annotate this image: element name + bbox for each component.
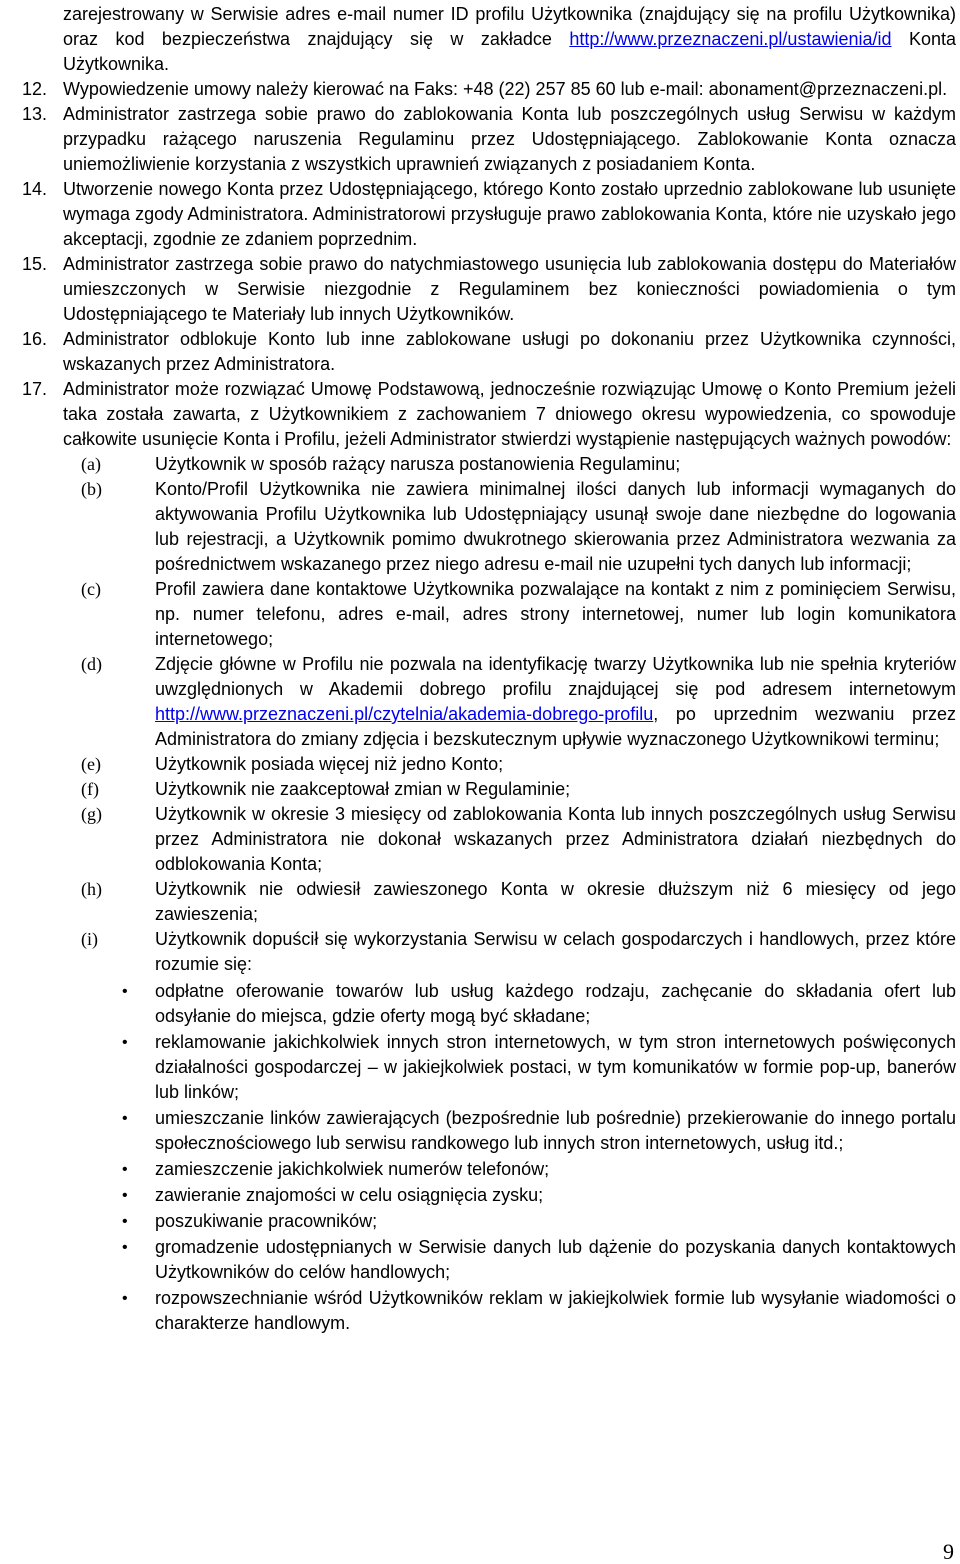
list-letter: (c) [81, 579, 101, 599]
clause-text: Administrator może rozwiązać Umowę Podstawową, jednocześnie rozwiązując Umowę o Konto Premium jeżeli taka została zawarta, z Użytkownikiem z zachowaniem 7 dniowego okresu wypowiedzenia, co spowoduje całkowite usunięcie Konta i Profilu, jeżeli Administrator stwierdzi wystąpienie następujących ważnych powodów: [63, 379, 956, 449]
bullet-icon: • [122, 1161, 128, 1178]
bullet-icon: • [122, 983, 128, 1000]
list-item-h [81, 877, 956, 927]
clause-16 [22, 327, 956, 377]
clause-text: Administrator zastrzega sobie prawo do zablokowania Konta lub poszczególnych usług Serwisu w każdym przypadku rażącego naruszenia Regulaminu przez Udostępniającego. Zablokowanie Konta oznacza uniemożliwienie korzystania z wszystkich uprawnień związanych z posiadaniem Konta. [63, 104, 956, 174]
list-item-c [81, 577, 956, 652]
list-item-text: Użytkownik nie zaakceptował zmian w Regulaminie; [155, 779, 571, 799]
bullet-list [22, 979, 956, 1336]
reasons-list [22, 452, 956, 977]
list-letter: (g) [81, 804, 102, 824]
bullet-text: zawieranie znajomości w celu osiągnięcia zysku; [155, 1185, 544, 1205]
list-letter: (a) [81, 454, 101, 474]
list-letter: (b) [81, 479, 102, 499]
page-number: 9 [943, 1539, 954, 1564]
bullet-item [122, 1209, 956, 1234]
bullet-icon: • [122, 1034, 128, 1051]
clause-number: 12. [22, 79, 48, 99]
clause-15 [22, 252, 956, 327]
bullet-item [122, 1030, 956, 1105]
list-item-g [81, 802, 956, 877]
list-item-text-end: , po uprzednim wezwaniu przez Administratora do zmiany zdjęcia i bezskutecznym upływie wyznaczonego Użytkownikowi terminu; [155, 704, 956, 749]
profile-academy-link[interactable]: http://www.przeznaczeni.pl/czytelnia/akademia-dobrego-profilu [155, 704, 654, 724]
clause-number: 16. [22, 329, 48, 349]
bullet-text: gromadzenie udostępnianych w Serwisie danych lub dążenie do pozyskania danych kontaktowych Użytkowników do celów handlowych; [155, 1237, 956, 1282]
bullet-text: reklamowanie jakichkolwiek innych stron internetowych, w tym stron internetowych poświęconych działalności gospodarczej – w jakiejkolwiek postaci, w tym komunikatów w formie pop-up, banerów lub linków; [155, 1032, 956, 1102]
bullet-item [122, 1157, 956, 1182]
list-item-text: Użytkownik w okresie 3 miesięcy od zablokowania Konta lub innych poszczególnych usług Serwisu przez Administratora nie dokonał wskazanych przez Administratora działań niezbędnych do odblokowania Konta; [155, 804, 956, 874]
intro-text: zarejestrowany w Serwisie adres e-mail numer ID profilu Użytkownika (znajdujący się na profilu Użytkownika) oraz kod bezpieczeństwa znajdujący się w zakładce [63, 4, 956, 49]
list-letter: (e) [81, 754, 101, 774]
bullet-text: odpłatne oferowanie towarów lub usług każdego rodzaju, zachęcanie do składania ofert lub odsyłanie do miejsca, gdzie oferty mogą być składane; [155, 981, 956, 1026]
list-item-text: Użytkownik posiada więcej niż jedno Konto; [155, 754, 504, 774]
list-item-text: Konto/Profil Użytkownika nie zawiera minimalnej ilości danych lub informacji wymaganych do aktywowania Profilu Użytkownika lub Udostępniający usunął swoje dane niezbędne do logowania lub rejestracji, a Użytkownik pomimo dwukrotnego skierowania przez Administratora wezwania za pośrednictwem wskazanego przez niego adresu e-mail nie uzupełni tych danych lub informacji; [155, 479, 956, 574]
list-item-a [81, 452, 956, 477]
settings-id-link[interactable]: http://www.przeznaczeni.pl/ustawienia/id [569, 29, 892, 49]
bullet-item [122, 1106, 956, 1156]
bullet-item [122, 979, 956, 1029]
list-item-text [155, 652, 956, 752]
list-item-text: Użytkownik dopuścił się wykorzystania Serwisu w celach gospodarczych i handlowych, przez które rozumie się: [155, 929, 956, 974]
list-item-i [81, 927, 956, 977]
list-item-text-start: Zdjęcie główne w Profilu nie pozwala na identyfikację twarzy Użytkownika lub nie spełnia kryteriów uwzględnionych w Akademii dobrego profilu znajdującej się pod adresem internetowym [155, 654, 956, 699]
clause-13 [22, 102, 956, 177]
intro-paragraph [22, 2, 956, 77]
bullet-icon: • [122, 1239, 128, 1256]
clause-17 [22, 377, 956, 452]
bullet-text: rozpowszechnianie wśród Użytkowników reklam w jakiejkolwiek formie lub wysyłanie wiadomości o charakterze handlowym. [155, 1288, 956, 1333]
clause-number: 15. [22, 254, 48, 274]
list-letter: (i) [81, 929, 98, 949]
clause-number: 17. [22, 379, 48, 399]
clause-text: Utworzenie nowego Konta przez Udostępniającego, którego Konto zostało uprzednio zablokowane lub usunięte wymaga zgody Administratora. Administratorowi przysługuje prawo zablokowania Konta, które nie uzyskało jego akceptacji, zgodnie ze zdaniem poprzednim. [63, 179, 956, 249]
bullet-text: umieszczanie linków zawierających (bezpośrednie lub pośrednie) przekierowanie do innego portalu społecznościowego lub serwisu randkowego lub innych stron internetowych, usług itd.; [155, 1108, 956, 1153]
list-item-d [81, 652, 956, 752]
clause-12 [22, 77, 956, 102]
list-item-text: Użytkownik w sposób rażący narusza postanowienia Regulaminu; [155, 454, 681, 474]
clause-14 [22, 177, 956, 252]
bullet-icon: • [122, 1290, 128, 1307]
bullet-item [122, 1183, 956, 1208]
intro-text-end: Konta Użytkownika. [63, 29, 956, 74]
list-item-b [81, 477, 956, 577]
list-item-e [81, 752, 956, 777]
bullet-item [122, 1235, 956, 1285]
bullet-icon: • [122, 1187, 128, 1204]
clause-text: Wypowiedzenie umowy należy kierować na Faks: +48 (22) 257 85 60 lub e-mail: abonament@przeznaczeni.pl. [63, 79, 948, 99]
clause-number: 14. [22, 179, 48, 199]
bullet-icon: • [122, 1213, 128, 1230]
list-item-text: Użytkownik nie odwiesił zawieszonego Konta w okresie dłuższym niż 6 miesięcy od jego zawieszenia; [155, 879, 956, 924]
bullet-icon: • [122, 1110, 128, 1127]
document-body [22, 2, 956, 1337]
bullet-text: poszukiwanie pracowników; [155, 1211, 378, 1231]
list-letter: (d) [81, 654, 102, 674]
clause-text: Administrator odblokuje Konto lub inne zablokowane usługi po dokonaniu przez Użytkownika czynności, wskazanych przez Administratora. [63, 329, 956, 374]
bullet-item [122, 1286, 956, 1336]
list-item-text: Profil zawiera dane kontaktowe Użytkownika pozwalające na kontakt z nim z pominięciem Serwisu, np. numer telefonu, adres e-mail, adres strony internetowej, numer lub login komunikatora internetowego; [155, 579, 956, 649]
list-letter: (h) [81, 879, 102, 899]
clause-number: 13. [22, 104, 48, 124]
list-letter: (f) [81, 779, 99, 799]
list-item-f [81, 777, 956, 802]
clause-text: Administrator zastrzega sobie prawo do natychmiastowego usunięcia lub zablokowania dostępu do Materiałów umieszczonych w Serwisie niezgodnie z Regulaminem bez konieczności powiadomienia o tym Udostępniającego te Materiały lub innych Użytkowników. [63, 254, 956, 324]
bullet-text: zamieszczenie jakichkolwiek numerów telefonów; [155, 1159, 550, 1179]
